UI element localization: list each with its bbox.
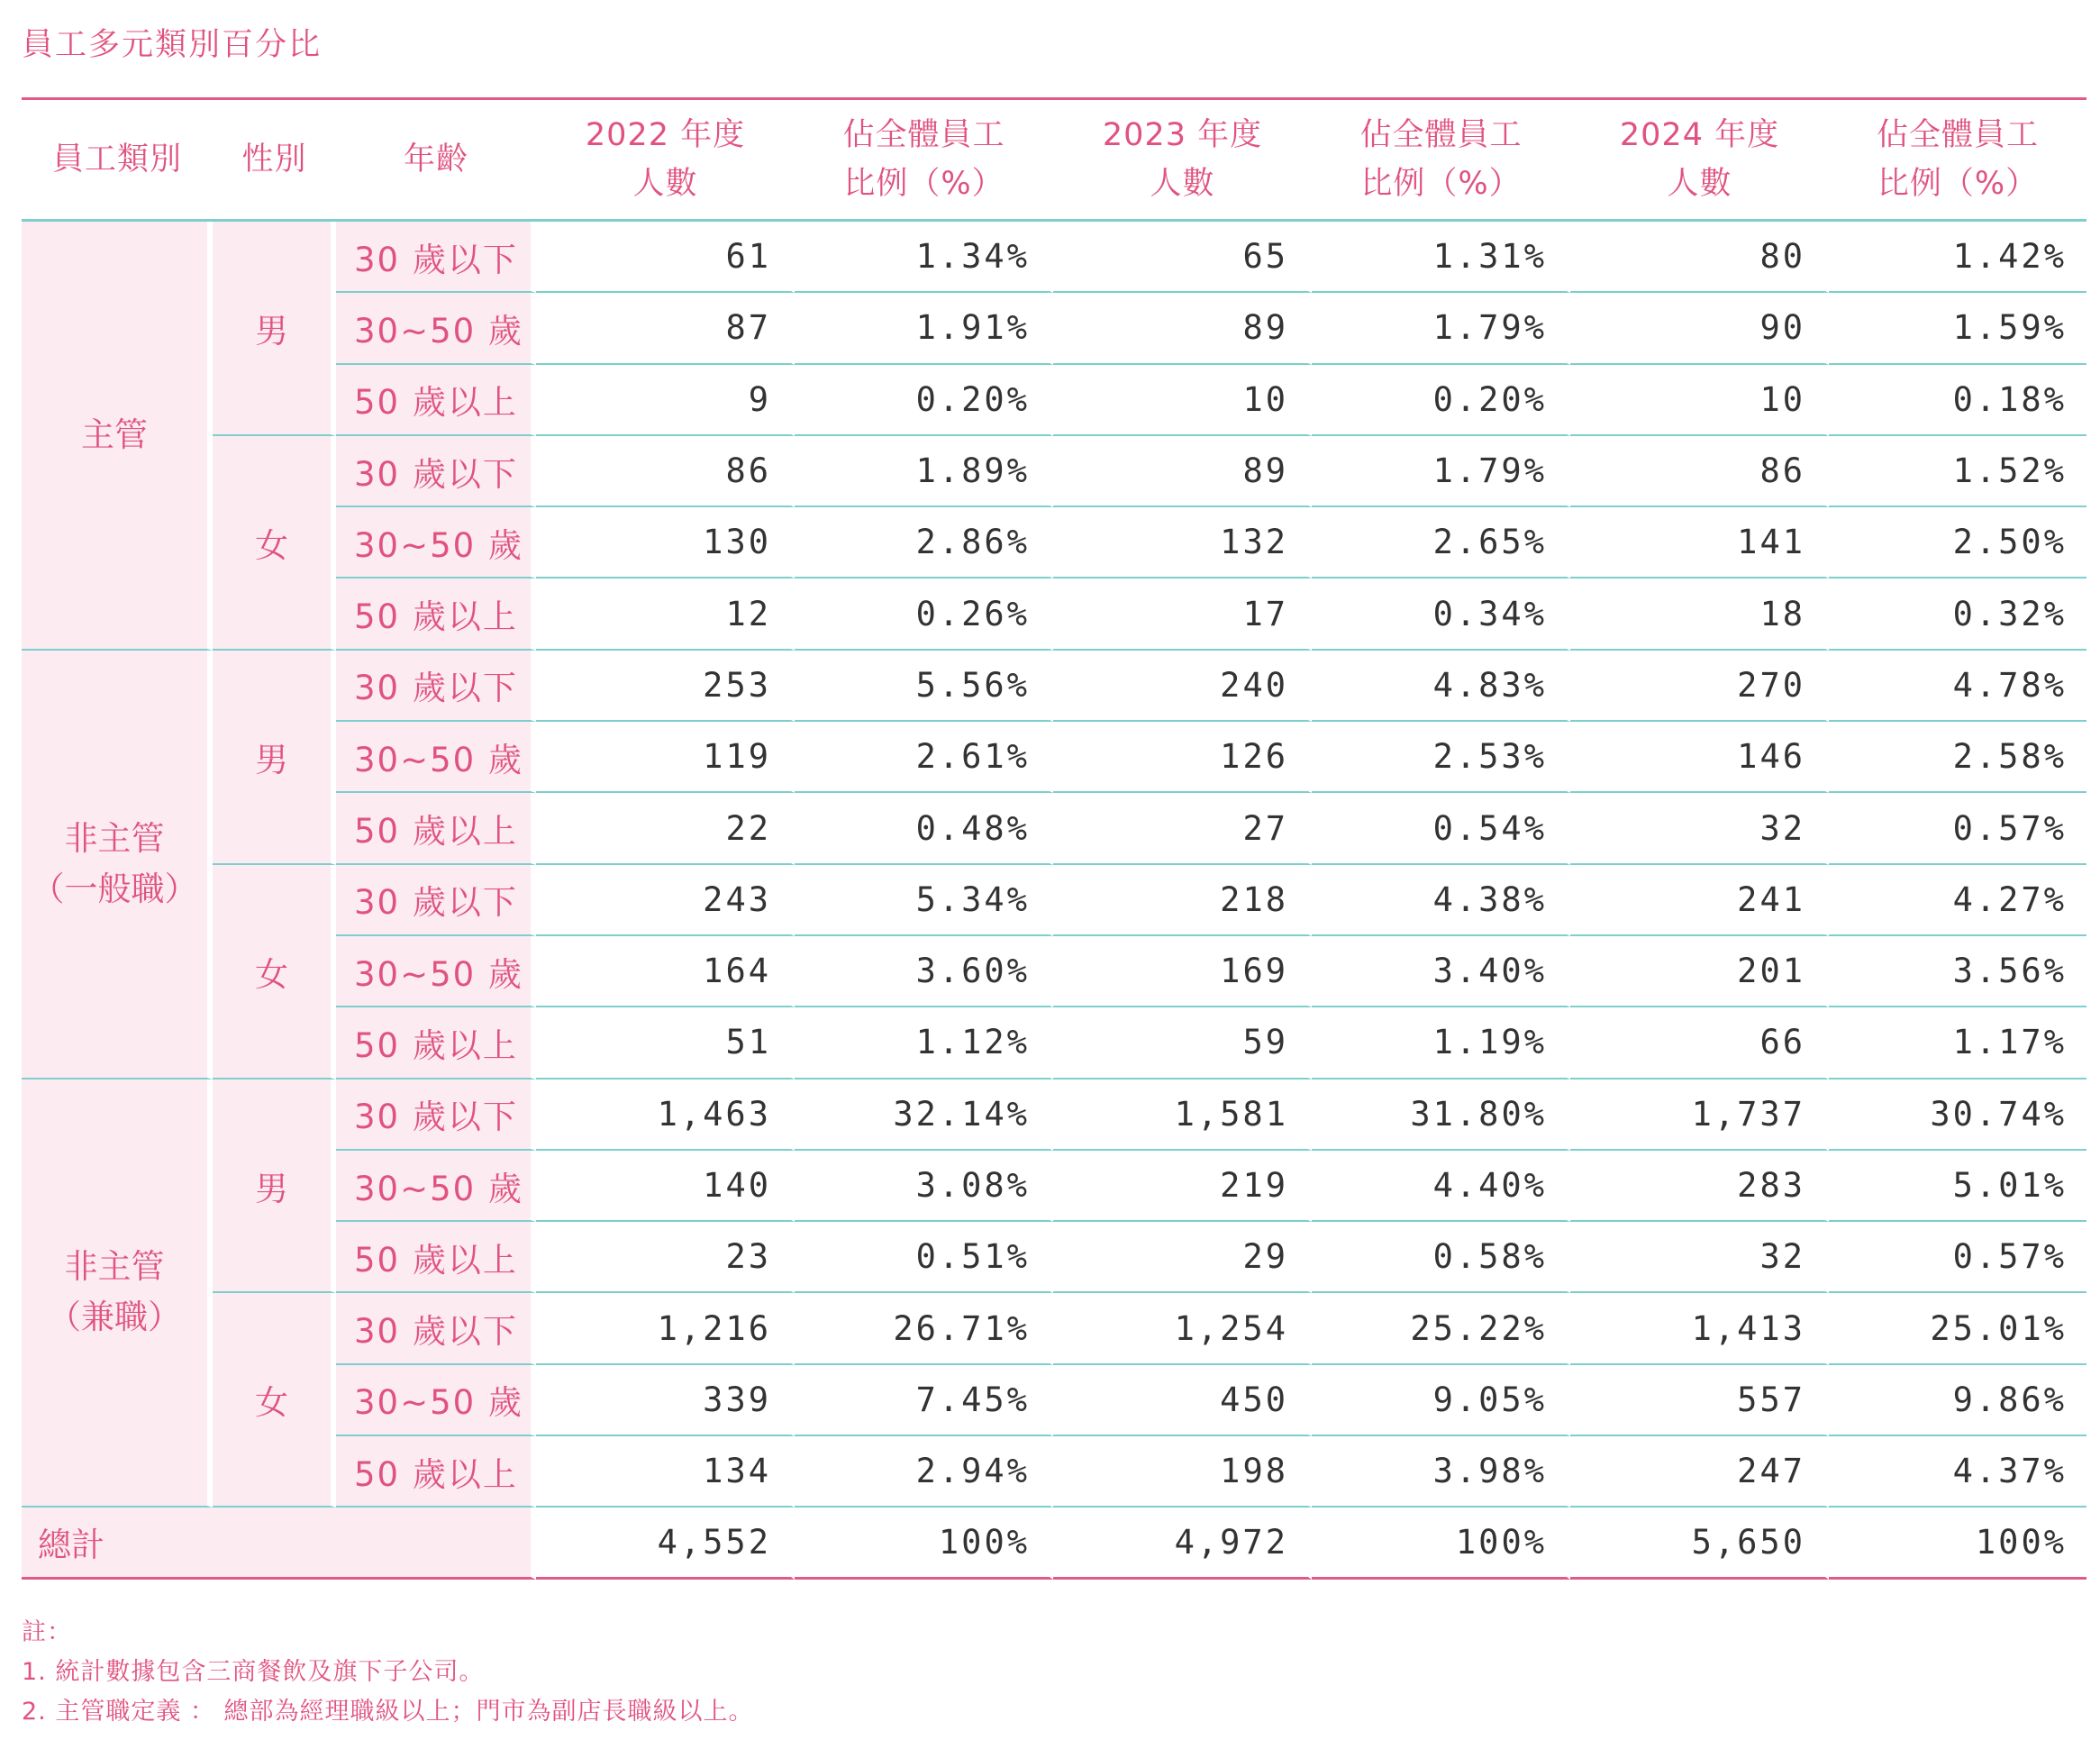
table-row	[22, 1079, 2086, 1151]
count-cell: 10	[1570, 365, 1829, 436]
count-cell: 247	[1570, 1436, 1829, 1508]
percent-cell: 4.27%	[1829, 865, 2086, 936]
percent-cell: 2.61%	[795, 722, 1053, 793]
percent-cell: 9.86%	[1829, 1365, 2086, 1436]
count-cell: 80	[1570, 222, 1829, 293]
count-cell: 65	[1053, 222, 1312, 293]
percent-cell: 0.26%	[795, 578, 1053, 650]
percent-cell: 4.38%	[1312, 865, 1570, 936]
age-cell: 50 歲以上	[336, 1436, 536, 1508]
footnote-heading: 註：	[22, 1618, 72, 1646]
count-cell: 339	[536, 1365, 795, 1436]
percent-cell: 3.98%	[1312, 1436, 1570, 1508]
percent-cell: 2.50%	[1829, 507, 2086, 578]
percent-cell: 0.57%	[1829, 1222, 2086, 1293]
header-age: 年齡	[336, 97, 536, 222]
footnotes	[22, 1613, 754, 1732]
age-cell: 30~50 歲	[336, 1365, 536, 1436]
percent-cell: 1.59%	[1829, 293, 2086, 364]
table-row	[22, 651, 2086, 722]
percent-cell: 7.45%	[795, 1365, 1053, 1436]
percent-cell: 2.53%	[1312, 722, 1570, 793]
percent-cell: 1.42%	[1829, 222, 2086, 293]
percent-cell: 30.74%	[1829, 1079, 2086, 1151]
category-cell	[22, 222, 213, 651]
percent-cell: 1.12%	[795, 1007, 1053, 1079]
count-cell: 9	[536, 365, 795, 436]
age-cell: 50 歲以上	[336, 365, 536, 436]
count-cell: 51	[536, 1007, 795, 1079]
percent-cell: 1.79%	[1312, 436, 1570, 507]
count-cell: 22	[536, 793, 795, 864]
total-percent-cell: 100%	[1829, 1508, 2086, 1579]
header-2022-pct: 佔全體員工 比例（%）	[795, 97, 1053, 222]
percent-cell: 1.79%	[1312, 293, 1570, 364]
percent-cell: 4.78%	[1829, 651, 2086, 722]
count-cell: 141	[1570, 507, 1829, 578]
count-cell: 218	[1053, 865, 1312, 936]
count-cell: 140	[536, 1151, 795, 1222]
count-cell: 23	[536, 1222, 795, 1293]
age-cell: 50 歲以上	[336, 1007, 536, 1079]
count-cell: 240	[1053, 651, 1312, 722]
category-cell	[22, 651, 213, 1079]
percent-cell: 1.17%	[1829, 1007, 2086, 1079]
percent-cell: 5.01%	[1829, 1151, 2086, 1222]
percent-cell: 1.34%	[795, 222, 1053, 293]
age-cell: 30~50 歲	[336, 722, 536, 793]
percent-cell: 3.60%	[795, 936, 1053, 1007]
count-cell: 89	[1053, 436, 1312, 507]
percent-cell: 4.37%	[1829, 1436, 2086, 1508]
age-cell: 30~50 歲	[336, 936, 536, 1007]
page-title: 員工多元類別百分比	[22, 27, 323, 63]
gender-cell: 女	[213, 436, 336, 651]
percent-cell: 0.58%	[1312, 1222, 1570, 1293]
percent-cell: 1.91%	[795, 293, 1053, 364]
age-cell: 30~50 歲	[336, 507, 536, 578]
category-cell	[22, 1079, 213, 1508]
header-category: 員工類別	[22, 97, 213, 222]
count-cell: 86	[536, 436, 795, 507]
percent-cell: 5.56%	[795, 651, 1053, 722]
age-cell: 30 歲以下	[336, 222, 536, 293]
header-2023-count: 2023 年度 人數	[1053, 97, 1312, 222]
age-cell: 30 歲以下	[336, 436, 536, 507]
count-cell: 219	[1053, 1151, 1312, 1222]
percent-cell: 4.83%	[1312, 651, 1570, 722]
header-2023-pct: 佔全體員工 比例（%）	[1312, 97, 1570, 222]
count-cell: 87	[536, 293, 795, 364]
age-cell: 50 歲以上	[336, 578, 536, 650]
count-cell: 1,463	[536, 1079, 795, 1151]
percent-cell: 3.56%	[1829, 936, 2086, 1007]
count-cell: 130	[536, 507, 795, 578]
count-cell: 32	[1570, 793, 1829, 864]
table-row	[22, 222, 2086, 293]
percent-cell: 9.05%	[1312, 1365, 1570, 1436]
count-cell: 29	[1053, 1222, 1312, 1293]
footnote-1: 1. 統計數據包含三商餐飲及旗下子公司。	[22, 1658, 485, 1686]
table-row	[22, 436, 2086, 507]
table-body	[22, 222, 2086, 1580]
count-cell: 12	[536, 578, 795, 650]
percent-cell: 1.19%	[1312, 1007, 1570, 1079]
percent-cell: 0.32%	[1829, 578, 2086, 650]
diversity-table	[22, 97, 2086, 1580]
count-cell: 146	[1570, 722, 1829, 793]
percent-cell: 0.20%	[1312, 365, 1570, 436]
count-cell: 1,413	[1570, 1293, 1829, 1364]
count-cell: 1,254	[1053, 1293, 1312, 1364]
percent-cell: 2.58%	[1829, 722, 2086, 793]
count-cell: 201	[1570, 936, 1829, 1007]
count-cell: 27	[1053, 793, 1312, 864]
total-percent-cell: 100%	[1312, 1508, 1570, 1579]
percent-cell: 26.71%	[795, 1293, 1053, 1364]
percent-cell: 1.89%	[795, 436, 1053, 507]
header-gender: 性別	[213, 97, 336, 222]
header-2024-pct: 佔全體員工 比例（%）	[1829, 97, 2086, 222]
table-header-row	[22, 97, 2086, 222]
percent-cell: 0.34%	[1312, 578, 1570, 650]
count-cell: 32	[1570, 1222, 1829, 1293]
percent-cell: 25.22%	[1312, 1293, 1570, 1364]
count-cell: 1,737	[1570, 1079, 1829, 1151]
gender-cell: 女	[213, 1293, 336, 1508]
total-percent-cell: 100%	[795, 1508, 1053, 1579]
count-cell: 270	[1570, 651, 1829, 722]
percent-cell: 0.48%	[795, 793, 1053, 864]
percent-cell: 0.57%	[1829, 793, 2086, 864]
category-label: （兼職）	[48, 1298, 181, 1337]
percent-cell: 0.20%	[795, 365, 1053, 436]
percent-cell: 0.54%	[1312, 793, 1570, 864]
age-cell: 30~50 歲	[336, 1151, 536, 1222]
age-cell: 30~50 歲	[336, 293, 536, 364]
count-cell: 61	[536, 222, 795, 293]
percent-cell: 3.08%	[795, 1151, 1053, 1222]
age-cell: 50 歲以上	[336, 793, 536, 864]
percent-cell: 25.01%	[1829, 1293, 2086, 1364]
percent-cell: 31.80%	[1312, 1079, 1570, 1151]
age-cell: 30 歲以下	[336, 1079, 536, 1151]
count-cell: 66	[1570, 1007, 1829, 1079]
header-2022-count: 2022 年度 人數	[536, 97, 795, 222]
count-cell: 10	[1053, 365, 1312, 436]
count-cell: 134	[536, 1436, 795, 1508]
count-cell: 169	[1053, 936, 1312, 1007]
count-cell: 253	[536, 651, 795, 722]
total-count-cell: 4,552	[536, 1508, 795, 1579]
count-cell: 283	[1570, 1151, 1829, 1222]
percent-cell: 2.65%	[1312, 507, 1570, 578]
footnote-2: 2. 主管職定義 ： 總部為經理職級以上；門市為副店長職級以上。	[22, 1698, 754, 1726]
count-cell: 132	[1053, 507, 1312, 578]
table-row	[22, 865, 2086, 936]
count-cell: 18	[1570, 578, 1829, 650]
diversity-table-container	[22, 97, 2077, 1580]
category-label: 非主管	[64, 1247, 165, 1287]
count-cell: 241	[1570, 865, 1829, 936]
gender-cell: 男	[213, 222, 336, 436]
count-cell: 198	[1053, 1436, 1312, 1508]
count-cell: 450	[1053, 1365, 1312, 1436]
age-cell: 30 歲以下	[336, 865, 536, 936]
count-cell: 90	[1570, 293, 1829, 364]
count-cell: 119	[536, 722, 795, 793]
category-label: （一般職）	[31, 869, 198, 908]
percent-cell: 32.14%	[795, 1079, 1053, 1151]
age-cell: 30 歲以下	[336, 1293, 536, 1364]
count-cell: 126	[1053, 722, 1312, 793]
header-2024-count: 2024 年度 人數	[1570, 97, 1829, 222]
age-cell: 30 歲以下	[336, 651, 536, 722]
total-count-cell: 4,972	[1053, 1508, 1312, 1579]
percent-cell: 4.40%	[1312, 1151, 1570, 1222]
percent-cell: 0.51%	[795, 1222, 1053, 1293]
count-cell: 1,216	[536, 1293, 795, 1364]
percent-cell: 1.52%	[1829, 436, 2086, 507]
category-label: 非主管	[64, 818, 165, 858]
age-cell: 50 歲以上	[336, 1222, 536, 1293]
count-cell: 86	[1570, 436, 1829, 507]
count-cell: 243	[536, 865, 795, 936]
percent-cell: 2.86%	[795, 507, 1053, 578]
percent-cell: 2.94%	[795, 1436, 1053, 1508]
percent-cell: 3.40%	[1312, 936, 1570, 1007]
count-cell: 557	[1570, 1365, 1829, 1436]
count-cell: 17	[1053, 578, 1312, 650]
total-row	[22, 1508, 2086, 1579]
percent-cell: 5.34%	[795, 865, 1053, 936]
count-cell: 89	[1053, 293, 1312, 364]
gender-cell: 男	[213, 1079, 336, 1294]
count-cell: 1,581	[1053, 1079, 1312, 1151]
total-count-cell: 5,650	[1570, 1508, 1829, 1579]
count-cell: 59	[1053, 1007, 1312, 1079]
gender-cell: 女	[213, 865, 336, 1079]
count-cell: 164	[536, 936, 795, 1007]
percent-cell: 0.18%	[1829, 365, 2086, 436]
table-row	[22, 1293, 2086, 1364]
total-label: 總計	[22, 1508, 536, 1579]
gender-cell: 男	[213, 651, 336, 865]
category-label: 主管	[81, 414, 148, 454]
percent-cell: 1.31%	[1312, 222, 1570, 293]
